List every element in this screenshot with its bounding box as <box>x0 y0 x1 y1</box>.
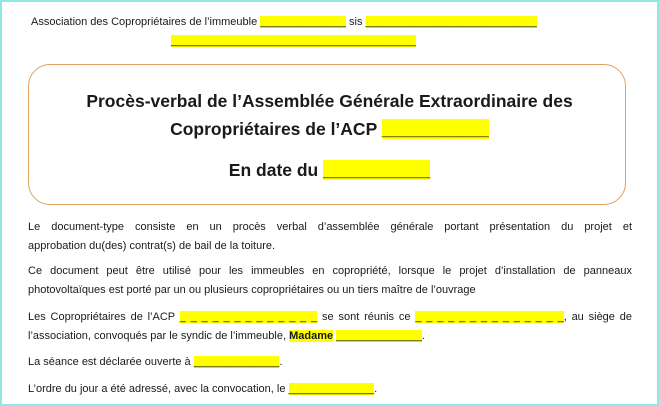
meeting-text-b: se sont réunis ce <box>322 311 411 323</box>
address-blank-1[interactable]: ____________________________ <box>365 16 537 28</box>
opening-text: La séance est déclarée ouverte à <box>28 356 191 368</box>
building-name-blank[interactable]: ______________ <box>260 16 346 28</box>
usage-line-2: photovoltaïques est porté par un ou plusieurs copropriétaires ou un tiers maître de l’ouvrage <box>28 284 476 296</box>
address-blank-2[interactable]: ________________________________________ <box>171 35 416 47</box>
paragraph-agenda <box>28 380 632 399</box>
paragraph-intro <box>28 218 632 256</box>
title-line-2 <box>0 119 659 140</box>
opening-time-blank[interactable]: ______________ <box>193 356 280 368</box>
association-line <box>31 16 537 28</box>
madame-label: Madame <box>289 330 334 342</box>
agenda-date-blank[interactable]: ______________ <box>288 383 375 395</box>
acp-name-blank[interactable]: ___________ <box>381 119 489 139</box>
meeting-text-a: Les Copropriétaires de l’ACP <box>28 311 175 323</box>
title-line-3 <box>0 160 659 181</box>
usage-line-1: Ce document peut être utilisé pour les immeubles en copropriété, lorsque le projet d’installation de panneaux <box>28 265 632 277</box>
association-label: Association des Copropriétaires de l’immeuble <box>31 16 258 28</box>
paragraph-meeting <box>28 308 632 346</box>
date-blank[interactable]: ___________ <box>323 160 431 180</box>
paragraph-usage <box>28 262 632 300</box>
intro-line-2: approbation du(des) contrat(s) de bail de la toiture. <box>28 240 276 252</box>
meeting-line-2 <box>28 327 632 346</box>
meeting-line-1 <box>28 308 632 327</box>
title-acp-label: Copropriétaires de l’ACP <box>170 119 377 139</box>
paragraph-opening <box>28 353 632 372</box>
sis-label: sis <box>349 16 363 28</box>
address-line-2 <box>171 35 416 47</box>
meeting-text-d: l’association, convoqués par le syndic de l’immeuble, <box>28 330 287 342</box>
syndic-name-blank[interactable]: ______________ <box>336 330 422 342</box>
date-label: En date du <box>228 160 319 180</box>
meeting-text-c: , au siège de <box>563 311 632 323</box>
acp-blank[interactable]: _ _ _ _ _ _ _ _ _ _ _ _ _ <box>179 311 318 323</box>
meeting-end: . <box>421 330 425 342</box>
agenda-end: . <box>374 383 378 395</box>
opening-end: . <box>279 356 283 368</box>
meeting-date-blank[interactable]: _ _ _ _ _ _ _ _ _ _ _ _ _ _ <box>415 311 564 323</box>
intro-line-1: Le document-type consiste en un procès verbal d’assemblée générale portant présentation du projet et <box>28 221 632 233</box>
agenda-text: L’ordre du jour a été adressé, avec la convocation, le <box>28 383 286 395</box>
title-line-1: Procès-verbal de l’Assemblée Générale Extraordinaire des <box>86 91 573 111</box>
